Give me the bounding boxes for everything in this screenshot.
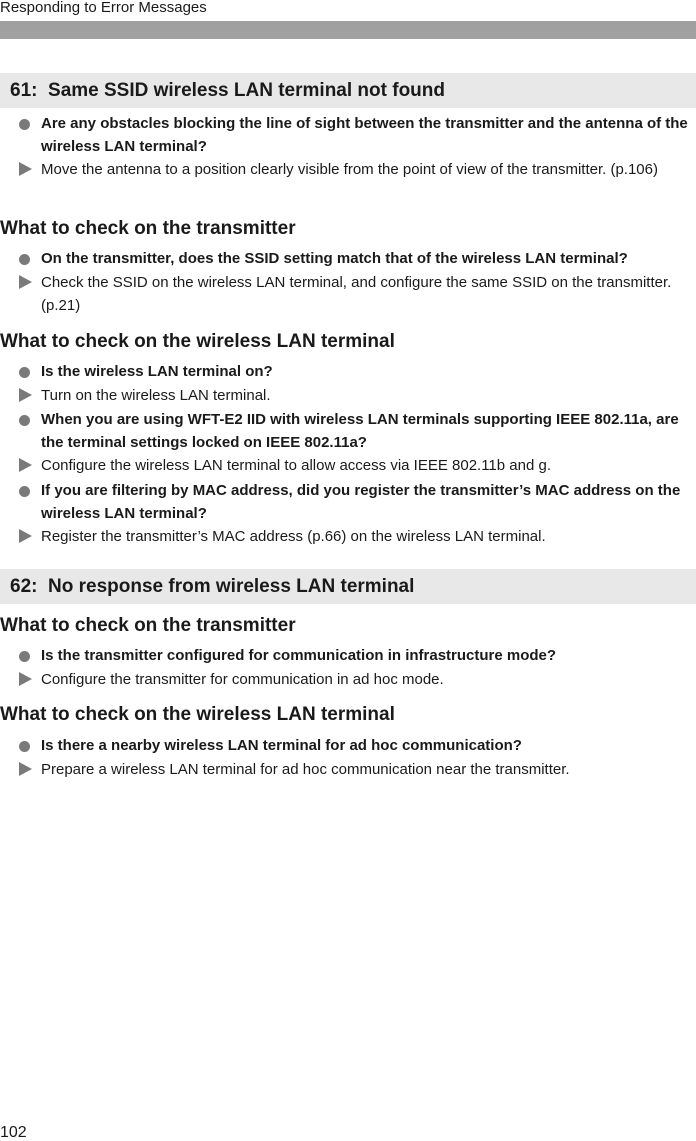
section-heading-62: 62: No response from wireless LAN terminal xyxy=(0,569,696,604)
subheading-terminal-check: What to check on the wireless LAN terminal xyxy=(0,704,395,725)
answer-arrow-icon xyxy=(19,388,32,402)
question-bullet-icon xyxy=(19,415,30,426)
question-mac-filter: If you are filtering by MAC address, did you register the transmitter’s MAC address on the wireless LAN terminal? xyxy=(41,482,681,522)
question-bullet-icon xyxy=(19,119,30,130)
answer-arrow-icon xyxy=(19,672,32,686)
question-802-11a-lock: When you are using WFT-E2 IID with wireless LAN terminals supporting IEEE 802.11a, are the terminal settings locked on IEEE 802.11a? xyxy=(41,411,679,451)
header-bar xyxy=(0,21,696,39)
answer-arrow-icon xyxy=(19,529,32,543)
running-head: Responding to Error Messages xyxy=(0,0,207,16)
section-heading-61: 61: Same SSID wireless LAN terminal not found xyxy=(0,73,696,108)
question-line-of-sight: Are any obstacles blocking the line of sight between the transmitter and the antenna of the wireless LAN terminal? xyxy=(41,115,688,155)
question-bullet-icon xyxy=(19,367,30,378)
question-bullet-icon xyxy=(19,651,30,662)
question-bullet-icon xyxy=(19,741,30,752)
question-terminal-on: Is the wireless LAN terminal on? xyxy=(41,363,273,380)
question-infrastructure-mode: Is the transmitter configured for communication in infrastructure mode? xyxy=(41,647,557,664)
answer-move-antenna: Move the antenna to a position clearly visible from the point of view of the transmitter. (p.106) xyxy=(41,161,658,178)
answer-register-mac: Register the transmitter’s MAC address (p.66) on the wireless LAN terminal. xyxy=(41,528,546,545)
subheading-transmitter-check: What to check on the transmitter xyxy=(0,218,296,239)
answer-arrow-icon xyxy=(19,762,32,776)
question-nearby-terminal: Is there a nearby wireless LAN terminal for ad hoc communication? xyxy=(41,737,522,754)
answer-prepare-terminal: Prepare a wireless LAN terminal for ad hoc communication near the transmitter. xyxy=(41,761,570,778)
answer-check-ssid: Check the SSID on the wireless LAN terminal, and configure the same SSID on the transmitter. (p.21) xyxy=(41,274,672,314)
answer-arrow-icon xyxy=(19,162,32,176)
answer-allow-802-11bg: Configure the wireless LAN terminal to allow access via IEEE 802.11b and g. xyxy=(41,457,551,474)
question-bullet-icon xyxy=(19,254,30,265)
answer-arrow-icon xyxy=(19,275,32,289)
question-ssid-match: On the transmitter, does the SSID setting match that of the wireless LAN terminal? xyxy=(41,250,628,267)
answer-turn-on-terminal: Turn on the wireless LAN terminal. xyxy=(41,387,271,404)
question-bullet-icon xyxy=(19,486,30,497)
subheading-transmitter-check: What to check on the transmitter xyxy=(0,615,296,636)
answer-arrow-icon xyxy=(19,458,32,472)
answer-ad-hoc-mode: Configure the transmitter for communication in ad hoc mode. xyxy=(41,671,444,688)
subheading-terminal-check: What to check on the wireless LAN terminal xyxy=(0,331,395,352)
page-number: 102 xyxy=(0,1124,27,1141)
